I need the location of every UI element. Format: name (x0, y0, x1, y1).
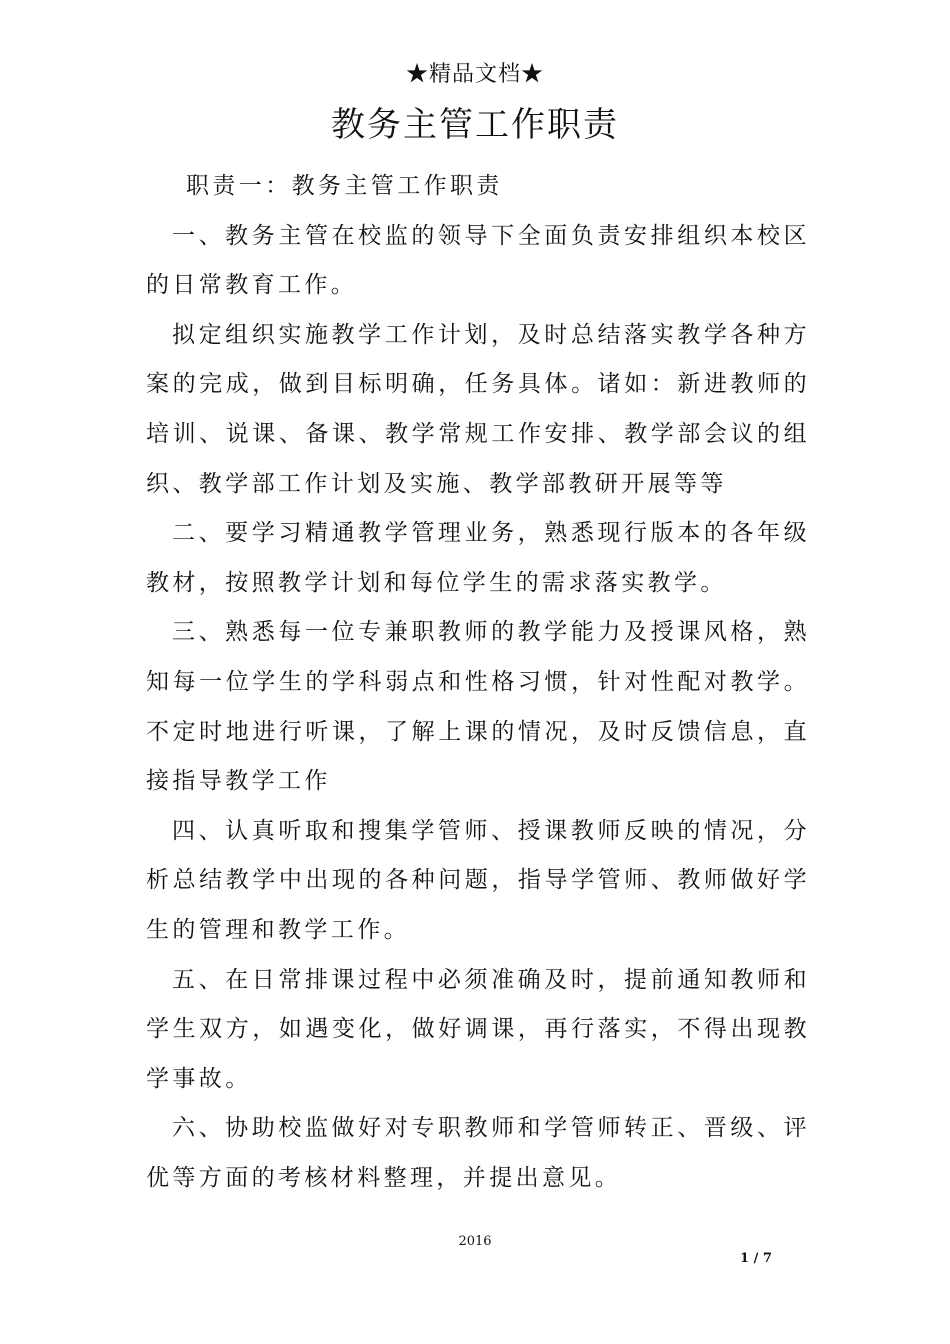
paragraph: 三、熟悉每一位专兼职教师的教学能力及授课风格，熟知每一位学生的学科弱点和性格习惯，针对性配对教学。不定时地进行听课，了解上课的情况，及时反馈信息，直接指导教学工作 (146, 619, 810, 795)
paragraph: 五、在日常排课过程中必须准确及时，提前通知教师和学生双方，如遇变化，做好调课，再行落实，不得出现教学事故。 (146, 966, 810, 1092)
paragraph: 四、认真听取和搜集学管师、授课教师反映的情况，分析总结教学中出现的各种问题，指导学管师、教师做好学生的管理和教学工作。 (146, 817, 810, 943)
paragraph: 二、要学习精通教学管理业务，熟悉现行版本的各年级教材，按照教学计划和每位学生的需求落实教学。 (146, 520, 810, 596)
footer-year: 2016 (458, 1234, 492, 1249)
document-title: 教务主管工作职责 (331, 105, 619, 145)
document-body (146, 162, 810, 1203)
header-mark: ★精品文档★ (405, 62, 544, 87)
section-subheading: 职责一：教务主管工作职责 (186, 173, 503, 199)
page-number: 1 / 7 (740, 1251, 772, 1266)
paragraph: 拟定组织实施教学工作计划，及时总结落实教学各种方案的完成，做到目标明确，任务具体。诸如：新进教师的培训、说课、备课、教学常规工作安排、教学部会议的组织、教学部工作计划及实施、教学部教研开展等等 (146, 321, 810, 497)
paragraph: 六、协助校监做好对专职教师和学管师转正、晋级、评优等方面的考核材料整理，并提出意见。 (146, 1115, 810, 1191)
paragraph: 一、教务主管在校监的领导下全面负责安排组织本校区的日常教育工作。 (146, 222, 810, 299)
